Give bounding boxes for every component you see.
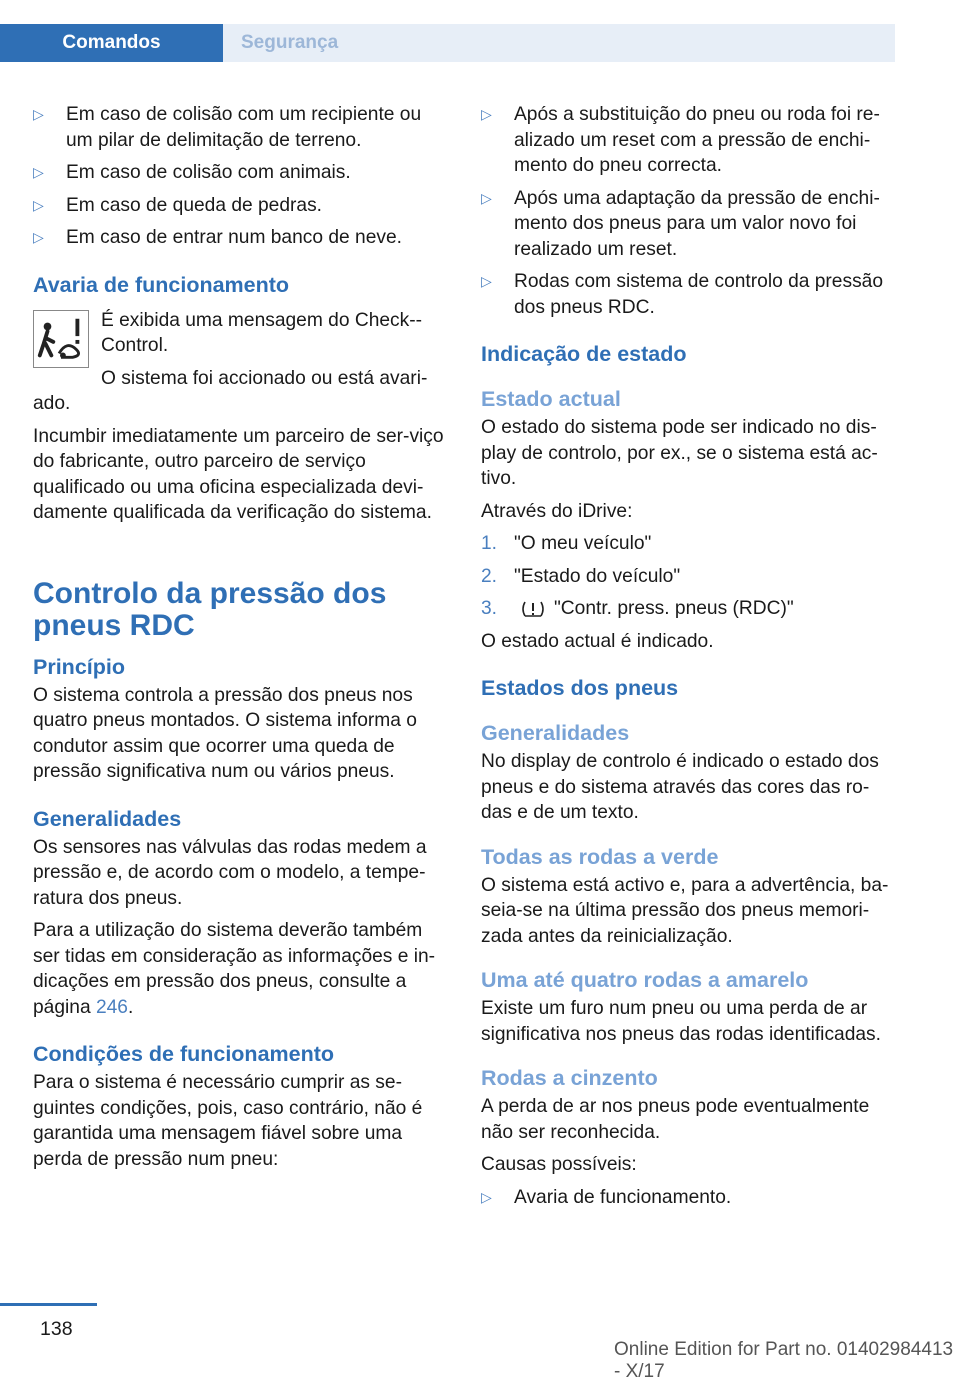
amarelo-text: Existe um furo num pneu ou uma perda de ar significativa nos pneus das rodas identificadas. <box>481 998 881 1045</box>
verde-text: O sistema está activo e, para a advertência, ba‐seia-se na última pressão dos pneus memori‐zada antes da reinicialização. <box>481 874 889 947</box>
footer-rule <box>0 1303 97 1306</box>
heading-verde: Todas as rodas a verde <box>481 844 719 869</box>
heading-generalidades-right: Generalidades <box>481 721 630 745</box>
list-item: ▷ Em caso de colisão com um recipiente ou um pilar de delimitação de terreno. <box>33 104 422 151</box>
header-bar <box>0 0 960 62</box>
heading-amarelo: Uma até quatro rodas a amarelo <box>481 968 809 992</box>
right-column <box>481 102 896 1217</box>
avaria-message: É exibida uma mensagem do Check-‐Control. <box>101 309 423 356</box>
avaria-status: O sistema foi accionado ou está avari‐ado. <box>33 367 428 414</box>
triangle-bullet-icon: ▷ <box>481 273 492 289</box>
list-item: ▷ Em caso de entrar num banco de neve. <box>33 225 448 251</box>
heading-principio: Princípio <box>33 654 125 679</box>
generalidades-text-2: Para a utilização do sistema deverão também ser tidas em consideração as informações e in‐dicações em pressão dos pneus, consulte a página 246. <box>33 920 436 1018</box>
idrive-text: Através do iDrive: <box>481 500 633 522</box>
list-item: 2. "Estado do veículo" <box>481 565 681 587</box>
bullet-list <box>481 102 896 320</box>
bullet-list <box>481 1185 896 1211</box>
tire-pressure-icon <box>520 599 546 619</box>
avaria-instructions: Incumbir imediatamente um parceiro de ser‐viço do fabricante, outro parceiro de serviço qualificado ou uma oficina especializada devi‐damente qualificada da verificação do sistema. <box>33 425 444 523</box>
page-number: 138 <box>40 1318 73 1340</box>
list-item: 3. "Contr. press. pneus (RDC)" <box>481 598 794 619</box>
list-item: ▷ Em caso de colisão com animais. <box>33 160 448 186</box>
list-item: ▷ Avaria de funcionamento. <box>481 1185 896 1211</box>
page-link[interactable]: 246 <box>95 996 128 1018</box>
tab-comandos[interactable]: Comandos <box>0 24 223 62</box>
triangle-bullet-icon: ▷ <box>33 196 44 213</box>
estado-text: O estado do sistema pode ser indicado no dis‐play de controlo, por ex., se o sistema está ac‐tivo. <box>481 417 878 489</box>
principio-text: O sistema controla a pressão dos pneus nos quatro pneus montados. O sistema informa o condutor assim que ocorrer uma queda de pressão significativa num ou vários pneus. <box>33 684 417 782</box>
triangle-bullet-icon: ▷ <box>481 1188 492 1205</box>
list-item: 1. "O meu veículo" <box>481 533 652 554</box>
tab-seguranca[interactable]: Segurança <box>223 24 895 62</box>
rdc-warning-icon <box>33 310 89 368</box>
heading-avaria: Avaria de funcionamento <box>33 272 290 297</box>
heading-condicoes: Condições de funcionamento <box>33 1042 335 1066</box>
triangle-bullet-icon: ▷ <box>33 164 44 180</box>
section-title: Controlo da pressão dos pneus RDC <box>33 576 387 642</box>
list-item: ▷ Rodas com sistema de controlo da pressão dos pneus RDC. <box>481 271 884 318</box>
generalidades-right-text: No display de controlo é indicado o estado dos pneus e do sistema através das cores das ro‐das e de um texto. <box>481 751 879 823</box>
cinzento-text: A perda de ar nos pneus pode eventualmente não ser reconhecida. <box>481 1096 870 1143</box>
causas-text: Causas possíveis: <box>481 1154 637 1175</box>
condicoes-text: Para o sistema é necessário cumprir as se‐guintes condições, pois, caso contrário, não é garantida uma mensagem fiável sobre uma perda de pressão num pneu: <box>33 1072 423 1170</box>
estado-indicado: O estado actual é indicado. <box>481 630 714 652</box>
triangle-bullet-icon: ▷ <box>481 189 492 206</box>
heading-cinzento: Rodas a cinzento <box>481 1066 658 1090</box>
triangle-bullet-icon: ▷ <box>481 106 492 122</box>
heading-estado-actual: Estado actual <box>481 387 621 411</box>
generalidades-text-1: Os sensores nas válvulas das rodas medem a pressão e, de acordo com o modelo, a tempe‐ratura dos pneus. <box>33 836 427 909</box>
list-item: ▷ Após uma adaptação da pressão de enchi‐mento dos pneus para um valor novo foi realizado um reset. <box>481 187 880 260</box>
triangle-bullet-icon: ▷ <box>33 106 44 122</box>
heading-estados-pneus: Estados dos pneus <box>481 676 679 700</box>
bullet-list <box>33 102 448 251</box>
steps-list <box>481 531 896 622</box>
list-item: ▷ Após a substituição do pneu ou roda foi re‐alizado um reset com a pressão de enchi‐mento do pneu correcta. <box>481 104 880 176</box>
left-column <box>33 102 448 1179</box>
edition-note: Online Edition for Part no. 01402984413 - X/17 <box>614 1339 954 1382</box>
triangle-bullet-icon: ▷ <box>33 229 44 245</box>
list-item: ▷ Em caso de queda de pedras. <box>33 193 448 219</box>
warning-block <box>33 308 448 417</box>
heading-generalidades: Generalidades <box>33 806 182 831</box>
heading-indicacao: Indicação de estado <box>481 342 687 366</box>
